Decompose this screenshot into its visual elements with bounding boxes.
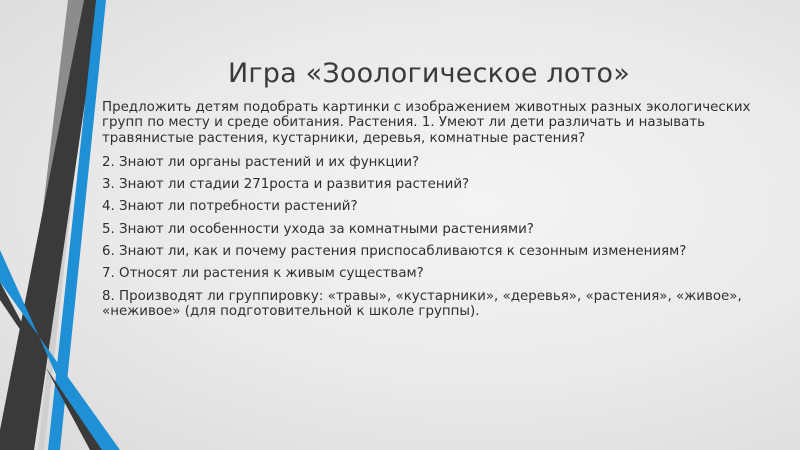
paragraph-7: 7. Относят ли растения к живым существам? [102,266,424,282]
paragraph-5: 5. Знают ли особенности ухода за комнатными растениями? [102,221,534,237]
slide-body [102,100,752,326]
paragraph-4: 4. Знают ли потребности растений? [102,199,358,215]
paragraph-6: 6. Знают ли, как и почему растения приспосабливаются к сезонным изменениям? [102,244,687,260]
paragraph-intro: Предложить детям подобрать картинки с изображением животных разных экологических групп по месту и среде обитания. Растения. 1. Умеют ли дети различать и называть травянистые растения, кустарники, деревья, комнатные растения? [102,100,751,146]
slide-title: Игра «Зоологическое лото» [228,58,630,89]
paragraph-2: 2. Знают ли органы растений и их функции? [102,154,420,170]
paragraph-3: 3. Знают ли стадии 271роста и развития растений? [102,177,470,193]
paragraph-8: 8. Производят ли группировку: «травы», «кустарники», «деревья», «растения», «живое», «неживое» (для подготовительной к школе группы). [102,288,742,319]
